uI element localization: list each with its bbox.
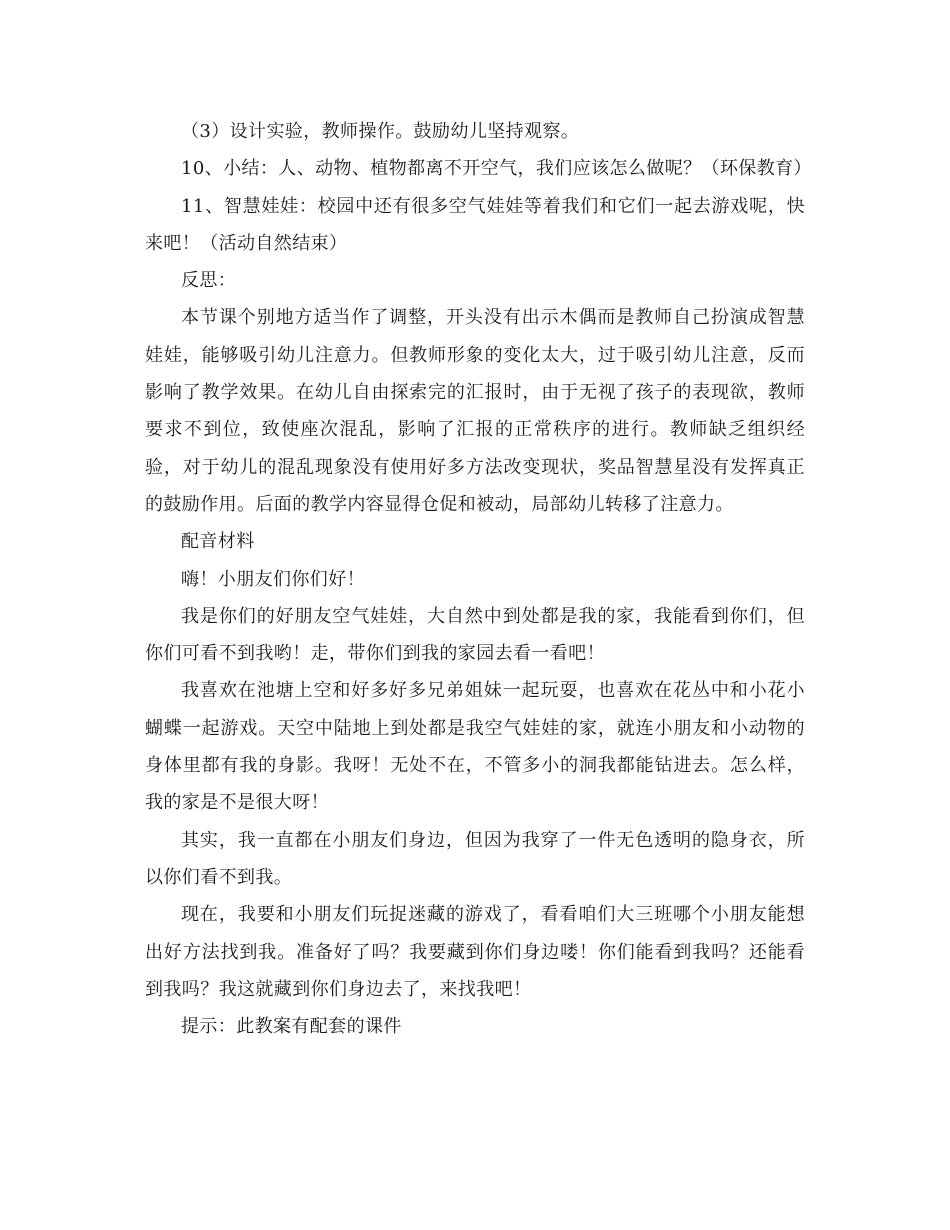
voiceover-home: 我喜欢在池塘上空和好多好多兄弟姐妹一起玩耍，也喜欢在花丛中和小花小蝴蝶一起游戏。天空中陆地上到处都是我空气娃娃的家，就连小朋友和小动物的身体里都有我的身影。我呀！无处不在，不管多小的洞我都能钻进去。怎么样，我的家是不是很大呀！ <box>145 680 805 814</box>
document-body <box>145 113 812 1045</box>
voiceover-invisible: 其实，我一直都在小朋友们身边，但因为我穿了一件无色透明的隐身衣，所以你们看不到我。 <box>145 829 805 888</box>
voiceover-heading: 配音材料 <box>181 531 255 553</box>
step-3-experiment: （3）设计实验，教师操作。鼓励幼儿坚持观察。 <box>181 121 580 142</box>
reflection-body: 本节课个别地方适当作了调整，开头没有出示木偶而是教师自己扮演成智慧娃娃，能够吸引幼儿注意力。但教师形象的变化太大，过于吸引幼儿注意，反而影响了教学效果。在幼儿自由探索完的汇报时，由于无视了孩子的表现欲，教师要求不到位，致使座次混乱，影响了汇报的正常秩序的进行。教师缺乏组织经验，对于幼儿的混乱现象没有使用好多方法改变现状，奖品智慧星没有发挥真正的鼓励作用。后面的教学内容显得仓促和被动，局部幼儿转移了注意力。 <box>145 307 805 515</box>
voiceover-greeting: 嗨！小朋友们你们好！ <box>181 568 365 590</box>
courseware-hint: 提示：此教案有配套的课件 <box>181 1016 402 1038</box>
voiceover-hide-and-seek: 现在，我要和小朋友们玩捉迷藏的游戏了，看看咱们大三班哪个小朋友能想出好方法找到我。准备好了吗？我要藏到你们身边喽！你们能看到我吗？还能看到我吗？我这就藏到你们身边去了，来找我吧！ <box>145 904 805 1000</box>
step-10-summary: 10、小结：人、动物、植物都离不开空气，我们应该怎么做呢？（环保教育） <box>181 158 812 180</box>
reflection-heading: 反思： <box>181 270 237 292</box>
step-11-wisdom-doll: 11、智慧娃娃：校园中还有很多空气娃娃等着我们和它们一起去游戏呢，快来吧！（活动自然结束） <box>145 195 805 254</box>
voiceover-intro: 我是你们的好朋友空气娃娃，大自然中到处都是我的家，我能看到你们，但你们可看不到我哟！走，带你们到我的家园去看一看吧！ <box>145 605 805 665</box>
